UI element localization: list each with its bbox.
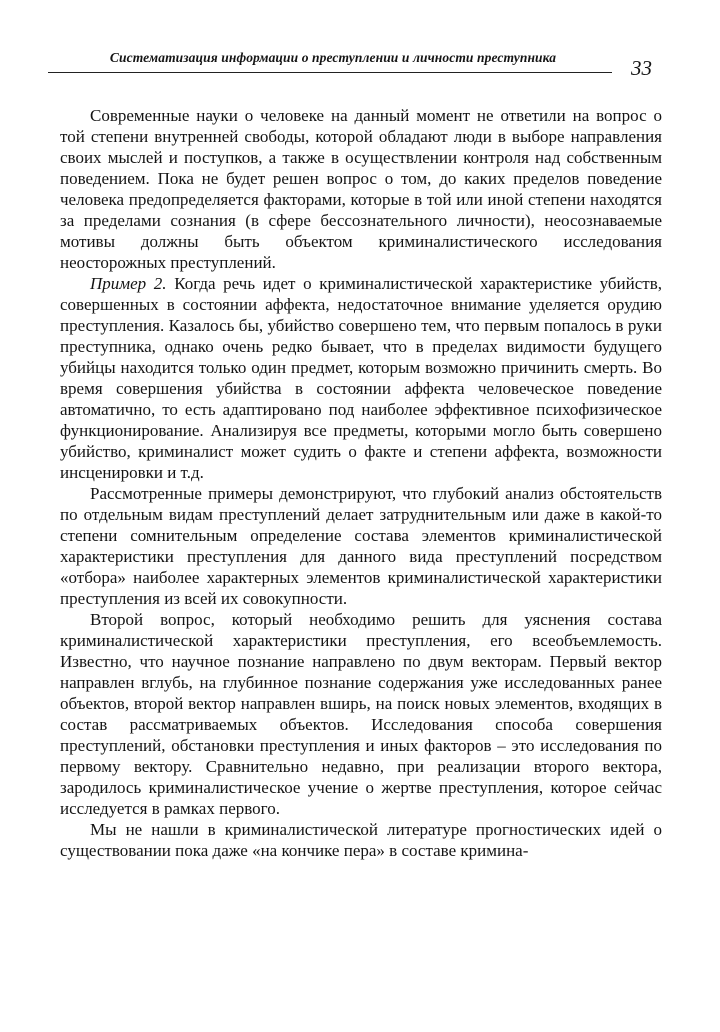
paragraph — [60, 819, 662, 861]
paragraph-text: Второй вопрос, который необходимо решить для уяснения состава криминалистической характеристики преступления, его всеобъемлемость. Известно, что научное познание направлено по двум векторам. Первый вектор направлен вглубь, на глубинное познание содержания уже исследованных ранее объектов, второй вектор направлен вширь, на поиск новых элементов, входящих в состав рассматриваемых объектов. Исследования способа совершения преступлений, обстановки преступления и иных факторов – это исследования по первому вектору. Сравнительно недавно, при реализации второго вектора, зародилось криминалистическое учение о жертве преступления, которое сейчас исследуется в рамках первого. — [60, 610, 662, 818]
header-rule — [48, 72, 612, 73]
paragraph-text: Современные науки о человеке на данный момент не ответили на вопрос о той степени внутренней свободы, которой обладают люди в выборе направления своих мыслей и поступков, а также в осуществлении контроля над собственным поведением. Пока не будет решен вопрос о том, до каких пределов поведение человека предопределяется факторами, которые в той или иной степени находятся за пределами сознания (в сфере бессознательного личности), неосознаваемые мотивы должны быть объектом криминалистического исследования неосторожных преступлений. — [60, 106, 662, 272]
paragraph — [60, 609, 662, 819]
paragraph — [60, 273, 662, 483]
running-header: Систематизация информации о преступлении и личности преступника — [109, 50, 557, 65]
paragraph-text: Рассмотренные примеры демонстрируют, что глубокий анализ обстоятельств по отдельным видам преступлений делает затруднительным или даже в какой-то степени сомнительным определение состава элементов криминалистической характеристики преступления для данного вида преступлений посредством «отбора» наиболее характерных элементов криминалистической характеристики преступления из всей их совокупности. — [60, 484, 662, 608]
page-number: 33 — [631, 56, 652, 80]
paragraph — [60, 483, 662, 609]
paragraph — [60, 105, 662, 273]
body-text — [60, 105, 662, 861]
example-label: Пример 2. — [90, 274, 167, 293]
paragraph-text: Когда речь идет о криминалистической характеристике убийств, совершенных в состоянии аффекта, недостаточное внимание уделяется орудию преступления. Казалось бы, убийство совершено тем, что первым попалось в руки преступника, однако очень редко бывает, что в пределах видимости будущего убийцы находится только один предмет, которым возможно причинить смерть. Во время совершения убийства в состоянии аффекта человеческое поведение автоматично, то есть адаптировано под наиболее эффективное психофизическое функционирование. Анализируя все предметы, которыми могло быть совершено убийство, криминалист может судить о факте и степени аффекта, возможности инсценировки и т.д. — [60, 274, 662, 482]
paragraph-text: Мы не нашли в криминалистической литературе прогностических идей о существовании пока даже «на кончике пера» в составе кримина- — [60, 820, 662, 860]
